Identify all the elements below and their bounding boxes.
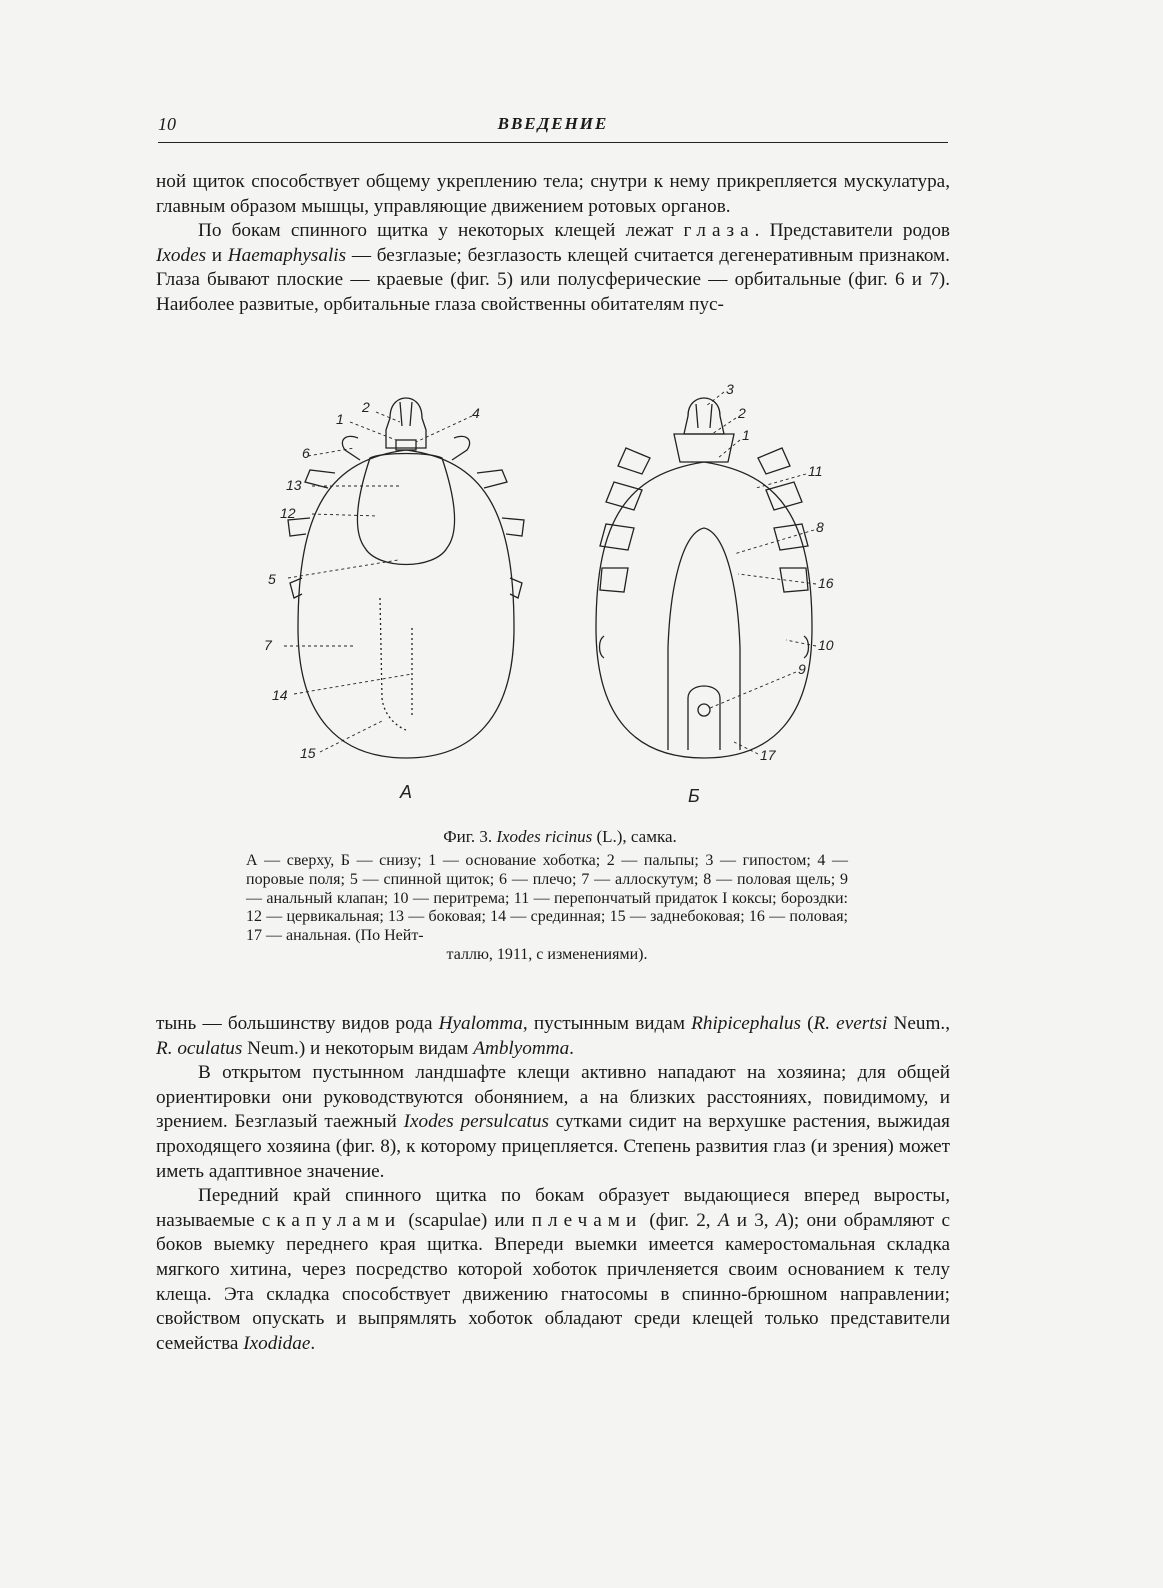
dorsal-view xyxy=(288,398,524,758)
text-block-top xyxy=(156,170,950,318)
fig-label-b-17: 17 xyxy=(760,747,776,763)
figure-3 xyxy=(250,378,870,808)
page-header xyxy=(158,112,948,143)
fig-label-b-10: 10 xyxy=(818,637,834,653)
fig-label-a-12: 12 xyxy=(280,505,296,521)
fig-label-a-6: 6 xyxy=(302,445,310,461)
figure-legend xyxy=(246,852,848,965)
page-number: 10 xyxy=(158,114,176,134)
paragraph-1: ной щиток способствует общему укреплению тела; снутри к нему прикрепляется мускулатура, главным образом мышцы, управляющие движением ротовых органов. xyxy=(156,171,950,217)
figure-caption: Фиг. 3. Ixodes ricinus (L.), самка. xyxy=(443,827,677,846)
panel-b-letter: Б xyxy=(688,786,700,806)
fig-label-b-2: 2 xyxy=(738,405,746,421)
running-head: ВВЕДЕНИЕ xyxy=(497,114,609,133)
legend-last-line: таллю, 1911, с изменениями). xyxy=(446,945,648,963)
fig-label-b-1: 1 xyxy=(742,427,750,443)
fig-label-b-9: 9 xyxy=(798,661,806,677)
paragraph-3: тынь — большинству видов рода Hyalomma, пустынным видам Rhipicephalus (R. evertsi Neum., R. oculatus Neum.) и некоторым видам Amblyomma. xyxy=(156,1013,950,1059)
fig-label-a-13: 13 xyxy=(286,477,302,493)
fig-label-b-11: 11 xyxy=(808,463,823,479)
text-block-bottom xyxy=(156,1012,950,1356)
fig-label-a-15: 15 xyxy=(300,745,316,761)
ventral-view xyxy=(596,398,812,758)
legend-body: А — сверху, Б — снизу; 1 — основание хоботка; 2 — пальпы; 3 — гипостом; 4 — поровые поля; 5 — спинной щиток; 6 — плечо; 7 — аллоскутум; 8 — половая щель; 9 — анальный клапан; 10 — перитрема; 11 — перепончатый придаток I коксы; бороздки: 12 — цервикальная; 13 — боковая; 14 — срединная; 15 — заднебоковая; 16 — половая; 17 — анальная. (По Нейт- xyxy=(246,852,848,945)
paragraph-5: Передний край спинного щитка по бокам образует выдающиеся вперед выросты, называемые скапулами (scapulae) или плечами (фиг. 2, А и 3, А); они обрамляют с боков выемку переднего края щитка. Впереди выемки имеется камеростомальная складка мягкого хитина, через посредство которой хоботок причленяется своим основанием к телу клеща. Эта складка способствует движению гнатосомы в спинно-брюшном направлении; свойством опускать и выпрямлять хоботок обладают среди клещей только представители семейства Ixodidae. xyxy=(156,1185,950,1354)
tick-illustration xyxy=(250,378,870,808)
fig-label-b-3: 3 xyxy=(726,381,734,397)
fig-label-a-4: 4 xyxy=(472,405,480,421)
fig-label-a-5: 5 xyxy=(268,571,276,587)
fig-label-b-8: 8 xyxy=(816,519,824,535)
fig-label-a-14: 14 xyxy=(272,687,288,703)
fig-label-a-2: 2 xyxy=(362,399,370,415)
paragraph-4: В открытом пустынном ландшафте клещи активно нападают на хозяина; для общей ориентировки они руководствуются обонянием, а на близких расстояниях, повидимому, и зрением. Безглазый таежный Ixodes persulcatus сутками сидит на верхушке растения, выжидая проходящего хозяина (фиг. 8), к которому прицепляется. Степень развития глаз (и зрения) может иметь адаптивное значение. xyxy=(156,1062,950,1182)
fig-label-a-7: 7 xyxy=(264,637,272,653)
fig-label-a-1: 1 xyxy=(336,411,344,427)
panel-a-letter: А xyxy=(400,782,413,802)
leader-lines xyxy=(284,392,816,754)
paragraph-2: По бокам спинного щитка у некоторых клещей лежат глаза. Представители родов Ixodes и Haemaphysalis — безглазые; безглазость клещей считается дегенеративным признаком. Глаза бывают плоские — краевые (фиг. 5) или полусферические — орбитальные (фиг. 6 и 7). Наиболее развитые, орбитальные глаза свойственны обитателям пус- xyxy=(156,220,950,315)
fig-label-b-16: 16 xyxy=(818,575,834,591)
